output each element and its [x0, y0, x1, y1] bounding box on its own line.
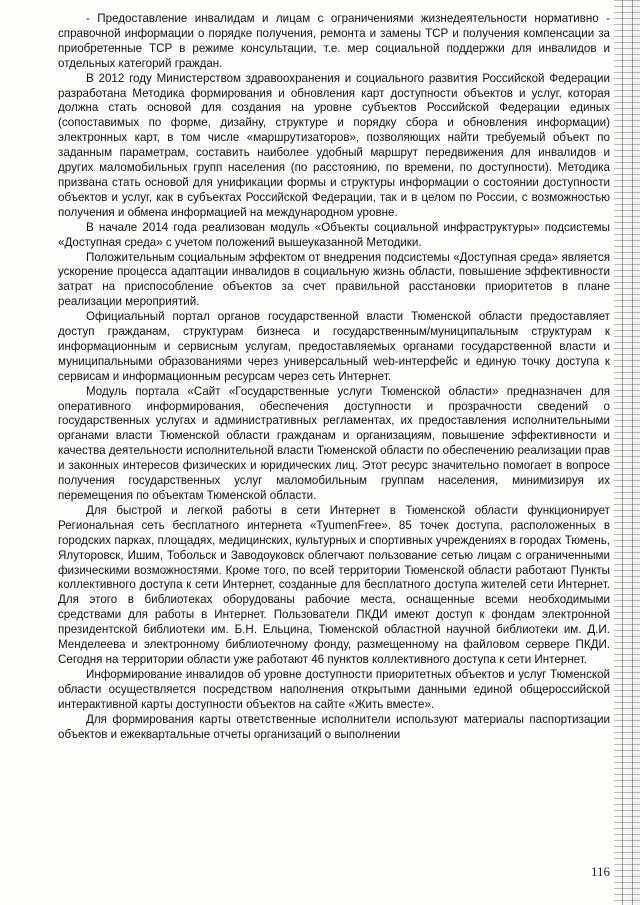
paragraph-3: В начале 2014 года реализован модуль «Объекты социальной инфраструктуры» подсистемы «Доступная среда» с учетом положений вышеуказанной Методики.	[58, 220, 610, 249]
paragraph-7: Для быстрой и легкой работы в сети Интернет в Тюменской области функционирует Региональная сеть бесплатного интернета «TyumenFree». 85 точек доступа, расположенных в городских парках, площадях, медицинских, культурных и спортивных учреждениях в городах Тюмень, Ялуторовск, Ишим, Тобольск и Заводоуковск облегчают пользование сетью лицам с ограниченными физическими возможностями. Кроме того, по всей территории Тюменской области работают Пункты коллективного доступа к сети Интернет, созданные для бесплатного доступа жителей сети Интернет. Для этого в библиотеках оборудованы рабочие места, оснащенные всеми необходимыми средствами для работы в Интернет. Пользователи ПКДИ имеют доступ к фондам электронной президентской библиотеки им. Б.Н. Ельцина, Тюменской областной научной библиотеки им. Д.И. Менделеева и электронному библиотечному фонду, размещенному на файловом сервере ПКДИ. Сегодня на территории области уже работают 46 пунктов коллективного доступа к сети Интернет.	[58, 503, 610, 666]
paragraph-1: - Предоставление инвалидам и лицам с ограничениями жизнедеятельности нормативно - справочной информации о порядке получения, ремонта и замены ТСР и получения компенсации за приобретенные ТСР в режиме консультации, т.е. мер социальной поддержки для инвалидов и отдельных категорий граждан.	[58, 12, 610, 70]
paragraph-2: В 2012 году Министерством здравоохранения и социального развития Российской Федерации разработана Методика формирования и обновления карт доступности объектов и услуг, которая должна стать основой для создания на уровне субъектов Российской Федерации единых (сопоставимых по форме, дизайну, структуре и порядку сбора и обновления информации) электронных карт, в том числе «маршрутизаторов», позволяющих найти требуемый объект по заданным параметрам, составить наиболее удобный маршрут передвижения для инвалидов и других маломобильных групп населения (по расстоянию, по времени, по доступности). Методика призвана стать основой для унификации формы и структуры информации о состоянии доступности объектов и услуг, как в субъектах Российской Федерации, так и в целом по России, с возможностью получения и обмена информацией на международном уровне.	[58, 71, 610, 219]
document-body	[58, 12, 610, 742]
scan-edge-artifact	[614, 0, 640, 905]
paragraph-8: Информирование инвалидов об уровне доступности приоритетных объектов и услуг Тюменской области осуществляется посредством наполнения открытыми данными единой общероссийской интерактивной карты доступности объектов на сайте «Жить вместе».	[58, 667, 610, 711]
page-number: 116	[590, 864, 610, 879]
paragraph-4: Положительным социальным эффектом от внедрения подсистемы «Доступная среда» является ускорение процесса адаптации инвалидов в социальную жизнь области, повышение эффективности затрат на приспособление объектов за счет правильной расстановки приоритетов в плане реализации мероприятий.	[58, 250, 610, 309]
paragraph-5: Официальный портал органов государственной власти Тюменской области предоставляет доступ гражданам, структурам бизнеса и государственным/муниципальным структурам к информационным и сервисным услугам, предоставляемых органами государственной власти и муниципальными образованиями через универсальный web-интерфейс и единую точку доступа к сервисам и информационным ресурсам через сеть Интернет.	[58, 310, 610, 383]
paragraph-9: Для формирования карты ответственные исполнители используют материалы паспортизации объектов и ежеквартальные отчеты организаций о выполнении	[58, 712, 610, 741]
paragraph-6: Модуль портала «Сайт «Государственные услуги Тюменской области» предназначен для оперативного информирования, обеспечения доступности и прозрачности сведений о государственных услугах и административных регламентах, их предоставления исполнительными органами власти Тюменской области гражданам и организациям, повышение эффективности и качества деятельности исполнительной власти Тюменской области по обеспечению реализации прав и законных интересов физических и юридических лиц. Этот ресурс значительно помогает в вопросе получения государственных услуг маломобильным группам населения, минимизируя их перемещения по объектам Тюменской области.	[58, 384, 610, 502]
